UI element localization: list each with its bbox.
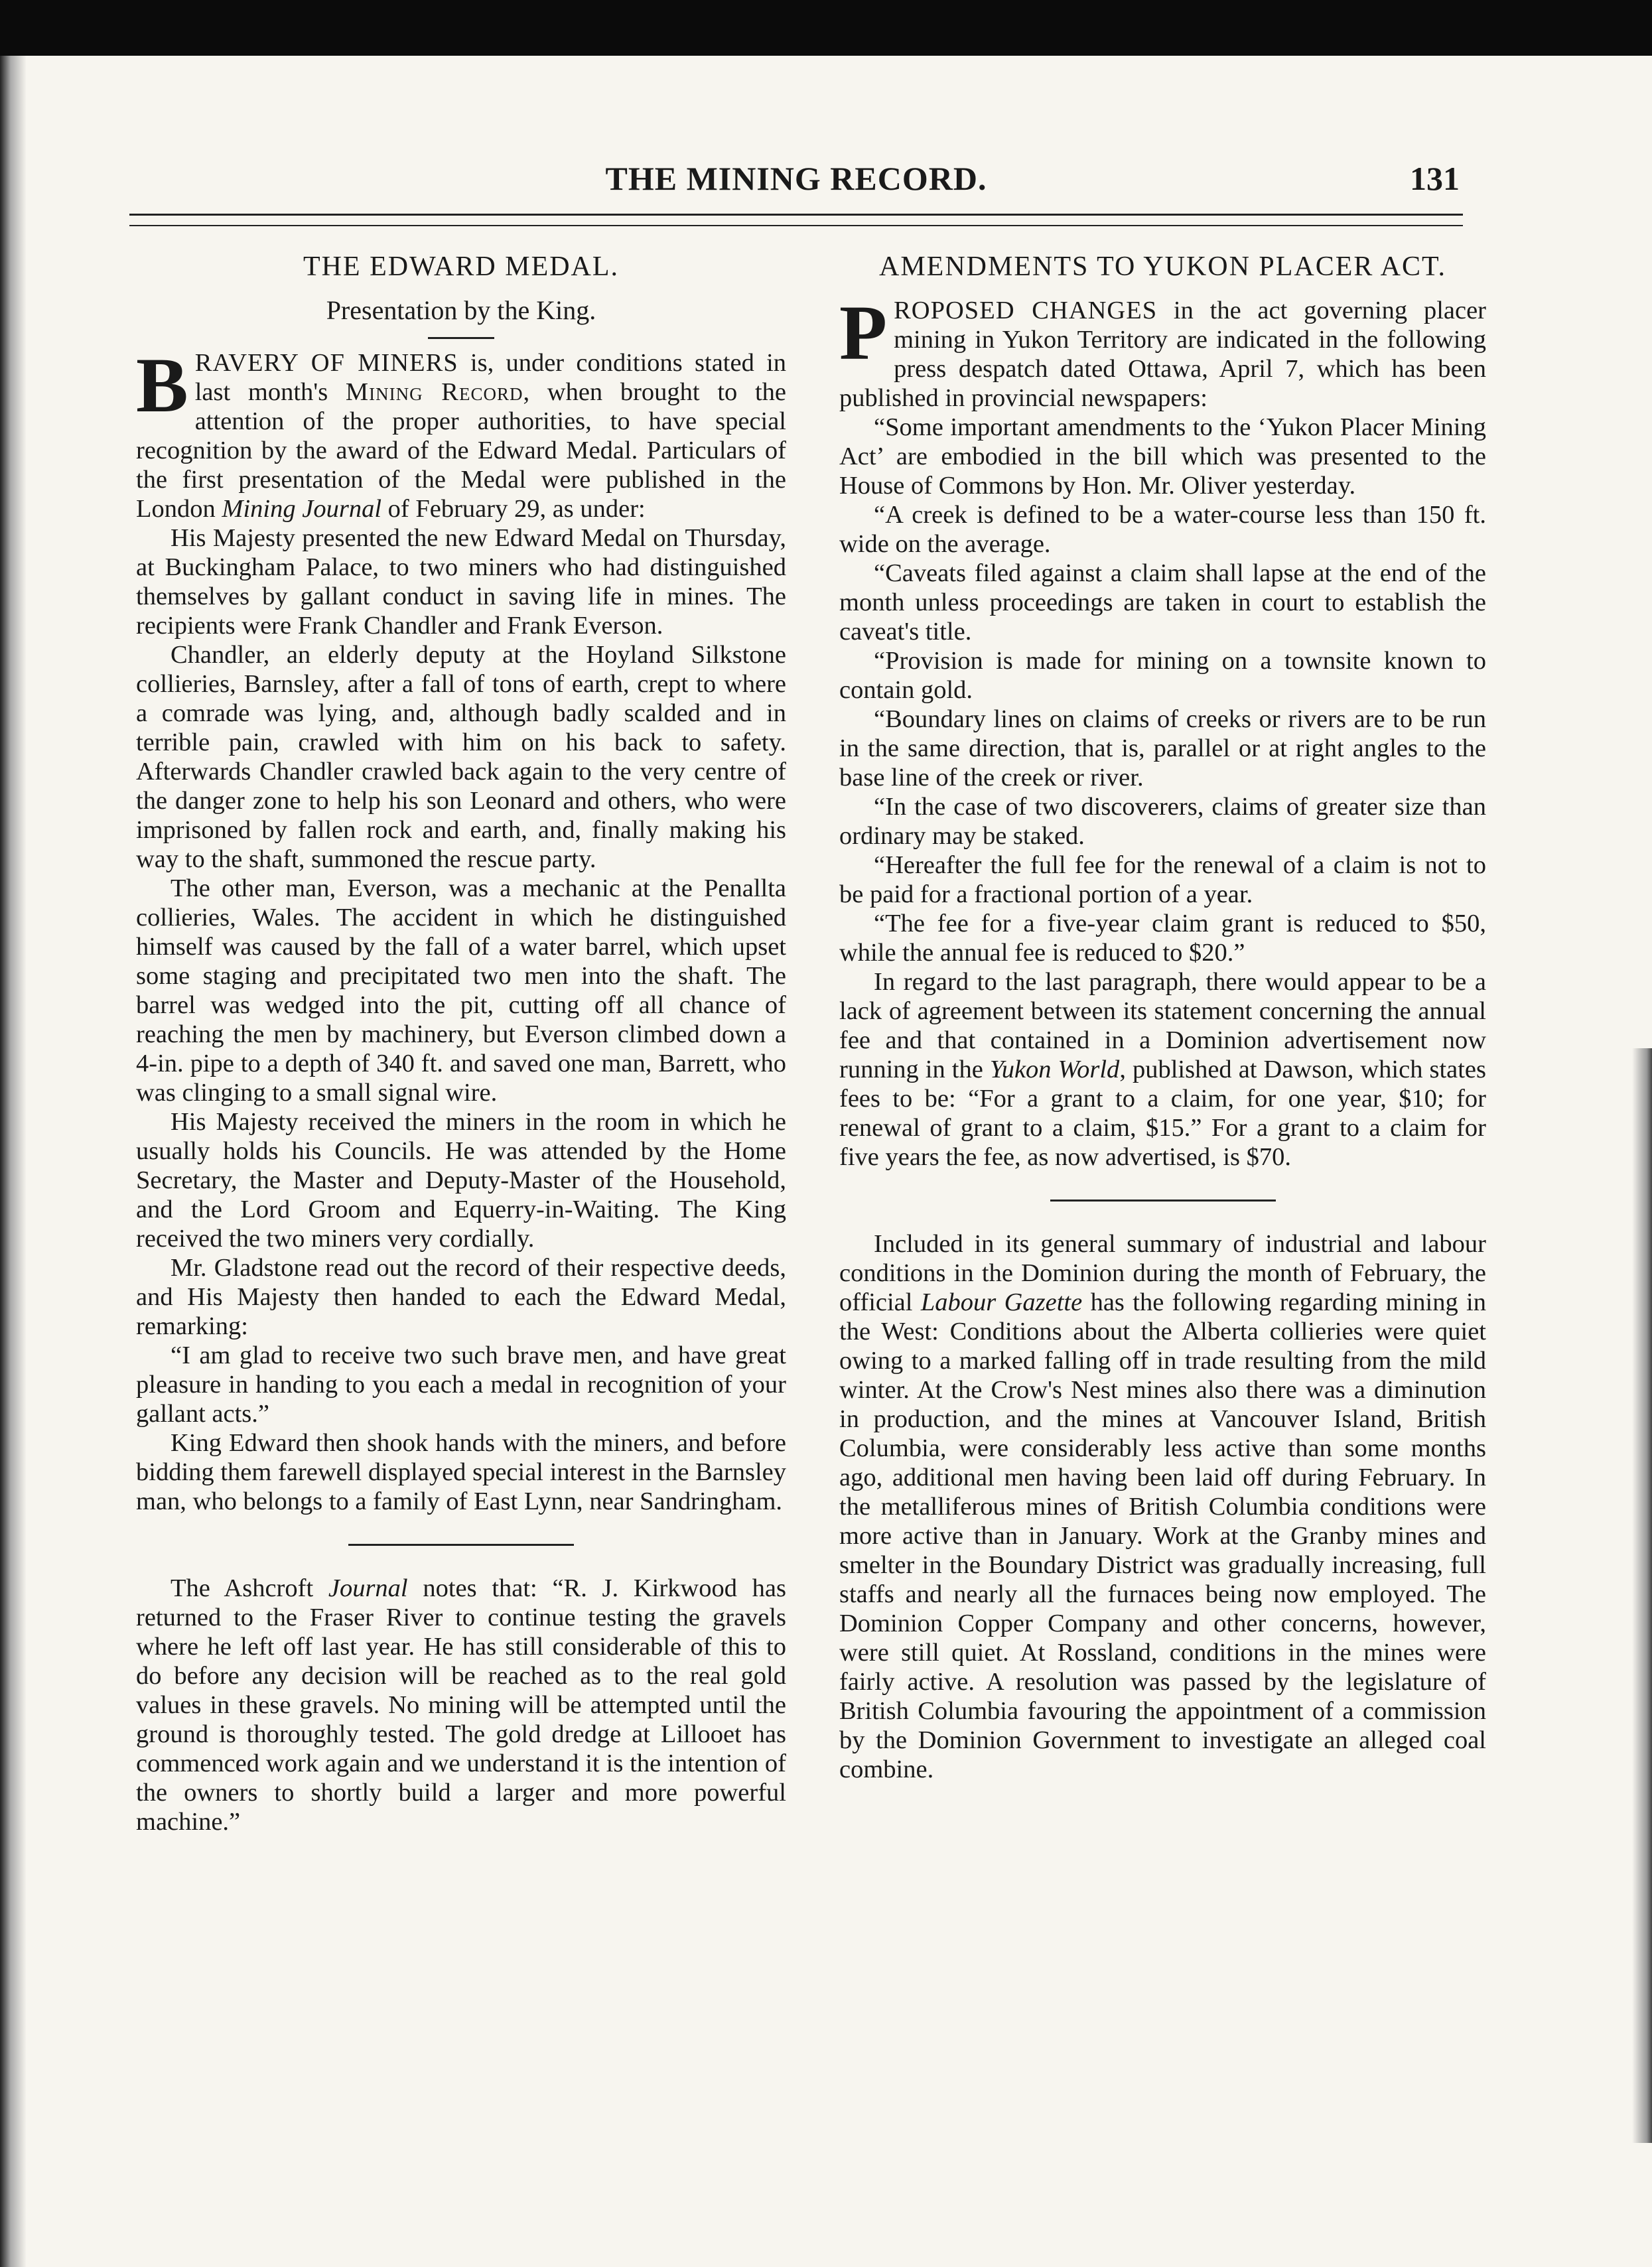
italic-title: Yukon World	[989, 1056, 1120, 1083]
text-span: notes that: “R. J. Kirkwood has returned to the Fraser River to continue testing the gravels where he left off last year. He has still considerable of this to do before any decision will be reached as to the real gold values in these gravels. No mining will be attempted until the ground is thoroughly tested. The gold dredge at Lillooet has commenced work again and we understand it is the intention of the owners to shortly build a larger and more powerful machine.”	[136, 1574, 786, 1836]
paragraph: Mr. Gladstone read out the record of their respective deeds, and His Majesty then handed to each the Edward Medal, remarking:	[136, 1254, 786, 1340]
paragraph	[839, 289, 1486, 413]
article-heading-edward-medal: THE EDWARD MEDAL.	[303, 251, 620, 282]
drop-cap: B	[136, 342, 188, 429]
quoted-paragraph: “The fee for a five-year claim grant is reduced to $50, while the annual fee is reduced to $20.”	[839, 910, 1486, 967]
paragraph	[136, 342, 787, 523]
journal-title: THE MINING RECORD.	[605, 160, 987, 197]
scan-left-edge	[0, 56, 27, 2267]
italic-title: Journal	[328, 1574, 408, 1602]
text-span: , when brought to the attention of the proper authorities, to have special recognition by the award of the Edward Medal. Particulars of the first presentation of the Medal were published in the London	[136, 378, 786, 523]
quoted-paragraph: “Caveats filed against a claim shall lapse at the end of the month unless proceedings are taken in court to establish the caveat's title.	[839, 559, 1486, 646]
text-span: , published at Dawson, which states fees to be: “For a grant to a claim, for one year, $10; for renewal of grant to a claim, $15.” For a grant to a claim for five years the fee, as now advertised, is $70.	[839, 1056, 1487, 1171]
page-number: 131	[1410, 160, 1460, 197]
quoted-paragraph: “Provision is made for mining on a townsite known to contain gold.	[839, 647, 1486, 704]
text-span: has the following regarding mining in the West: Conditions about the Alberta collieries were quiet owing to a marked falling off in trade resulting from the mild winter. At the Crow's Nest mines also there was a diminution in production, and the mines at Vancouver Island, British Columbia, were considerably less active than some months ago, additional men having been laid off during February. In the metalliferous mines of British Columbia conditions were more active than in January. Work at the Granby mines and smelter in the Boundary District was gradually increasing, full staffs and nearly all the furnaces being now employed. The Dominion Copper Company and other concerns, however, were still quiet. At Rossland, conditions in the mines were fairly active. A resolution was passed by the legislature of British Columbia favouring the appointment of a commission by the Dominion Government to investigate an alleged coal combine.	[839, 1288, 1487, 1783]
page-header	[133, 159, 1460, 206]
italic-title: Mining Journal	[222, 495, 382, 523]
text-span: Included in its general summary of industrial and labour conditions in the Dominion during the month of February, the official	[839, 1230, 1486, 1316]
article-subheading: Presentation by the King.	[326, 295, 596, 325]
text-span: In regard to the last paragraph, there would appear to be a lack of agreement between its statement concerning the annual fee and that contained in a Dominion advertisement now running in the	[839, 968, 1486, 1083]
lead-in: ROPOSED CHANGES	[894, 297, 1158, 324]
news-note-ashcroft	[136, 1574, 786, 1836]
header-rule	[129, 214, 1463, 226]
short-rule	[428, 337, 494, 339]
paragraph: His Majesty received the miners in the room in which he usually holds his Councils. He was attended by the Home Secretary, the Master and Deputy-Master of the Household, and the Lord Groom and Equerry-in-Waiting. The King received the two miners very cordially.	[136, 1108, 786, 1253]
right-column	[839, 252, 1486, 1784]
paragraph	[839, 967, 1486, 1172]
quoted-paragraph: “Hereafter the full fee for the renewal of a claim is not to be paid for a fractional portion of a year.	[839, 851, 1486, 908]
article-heading-yukon: AMENDMENTS TO YUKON PLACER ACT.	[879, 251, 1446, 282]
italic-title: Labour Gazette	[920, 1288, 1083, 1316]
scan-right-edge	[1632, 1048, 1652, 2143]
paragraph: The other man, Everson, was a mechanic at the Penallta collieries, Wales. The accident in which he distinguished himself was caused by the fall of a water barrel, which upset some staging and precipitated two men into the shaft. The barrel was wedged into the pit, cutting off all chance of reaching the men by machinery, but Everson climbed down a 4-in. pipe to a depth of 340 ft. and saved one man, Barrett, who was clinging to a small signal wire.	[136, 874, 786, 1107]
quoted-paragraph: “Some important amendments to the ‘Yukon Placer Mining Act’ are embodied in the bill which was presented to the House of Commons by Hon. Mr. Oliver yesterday.	[839, 413, 1486, 500]
journal-name: Mining Record	[345, 378, 523, 406]
drop-cap: P	[839, 289, 888, 376]
paragraph: His Majesty presented the new Edward Medal on Thursday, at Buckingham Palace, to two miners who had distinguished themselves by gallant conduct in saving life in mines. The recipients were Frank Chandler and Frank Everson.	[136, 524, 786, 640]
scan-top-border	[0, 0, 1652, 56]
quoted-paragraph: “A creek is defined to be a water-course less than 150 ft. wide on the average.	[839, 501, 1486, 558]
paragraph: Chandler, an elderly deputy at the Hoyland Silkstone collieries, Barnsley, after a fall of tons of earth, crept to where a comrade was lying, and, although badly scalded and in terrible pain, crawled with him on his back to safety. Afterwards Chandler crawled back again to the very centre of the danger zone to help his son Leonard and others, who were imprisoned by fallen rock and earth, and, finally making his way to the shaft, summoned the rescue party.	[136, 641, 786, 873]
quoted-paragraph: “Boundary lines on claims of creeks or rivers are to be run in the same direction, that is, parallel or at right angles to the base line of the creek or river.	[839, 705, 1486, 791]
quoted-paragraph: “I am glad to receive two such brave men, and have great pleasure in handing to you each a medal in recognition of your gallant acts.”	[136, 1341, 786, 1428]
news-note-labour-gazette	[839, 1229, 1486, 1784]
text-span: The Ashcroft	[171, 1574, 328, 1602]
quoted-paragraph: “In the case of two discoverers, claims of greater size than ordinary may be staked.	[839, 793, 1486, 850]
lead-in: RAVERY OF MINERS	[194, 349, 458, 377]
text-span: is, under conditions stated in last month's	[194, 349, 787, 406]
text-span: in the act governing placer mining in Yukon Territory are indicated in the following press despatch dated Ottawa, April 7, which has been published in provincial newspapers:	[839, 297, 1486, 412]
paragraph: King Edward then shook hands with the miners, and before bidding them farewell displayed special interest in the Barnsley man, who belongs to a family of East Lynn, near Sandringham.	[136, 1429, 786, 1515]
text-span: of February 29, as under:	[381, 495, 646, 523]
section-divider	[1050, 1200, 1276, 1202]
section-divider	[348, 1544, 574, 1546]
left-column	[136, 252, 786, 1836]
